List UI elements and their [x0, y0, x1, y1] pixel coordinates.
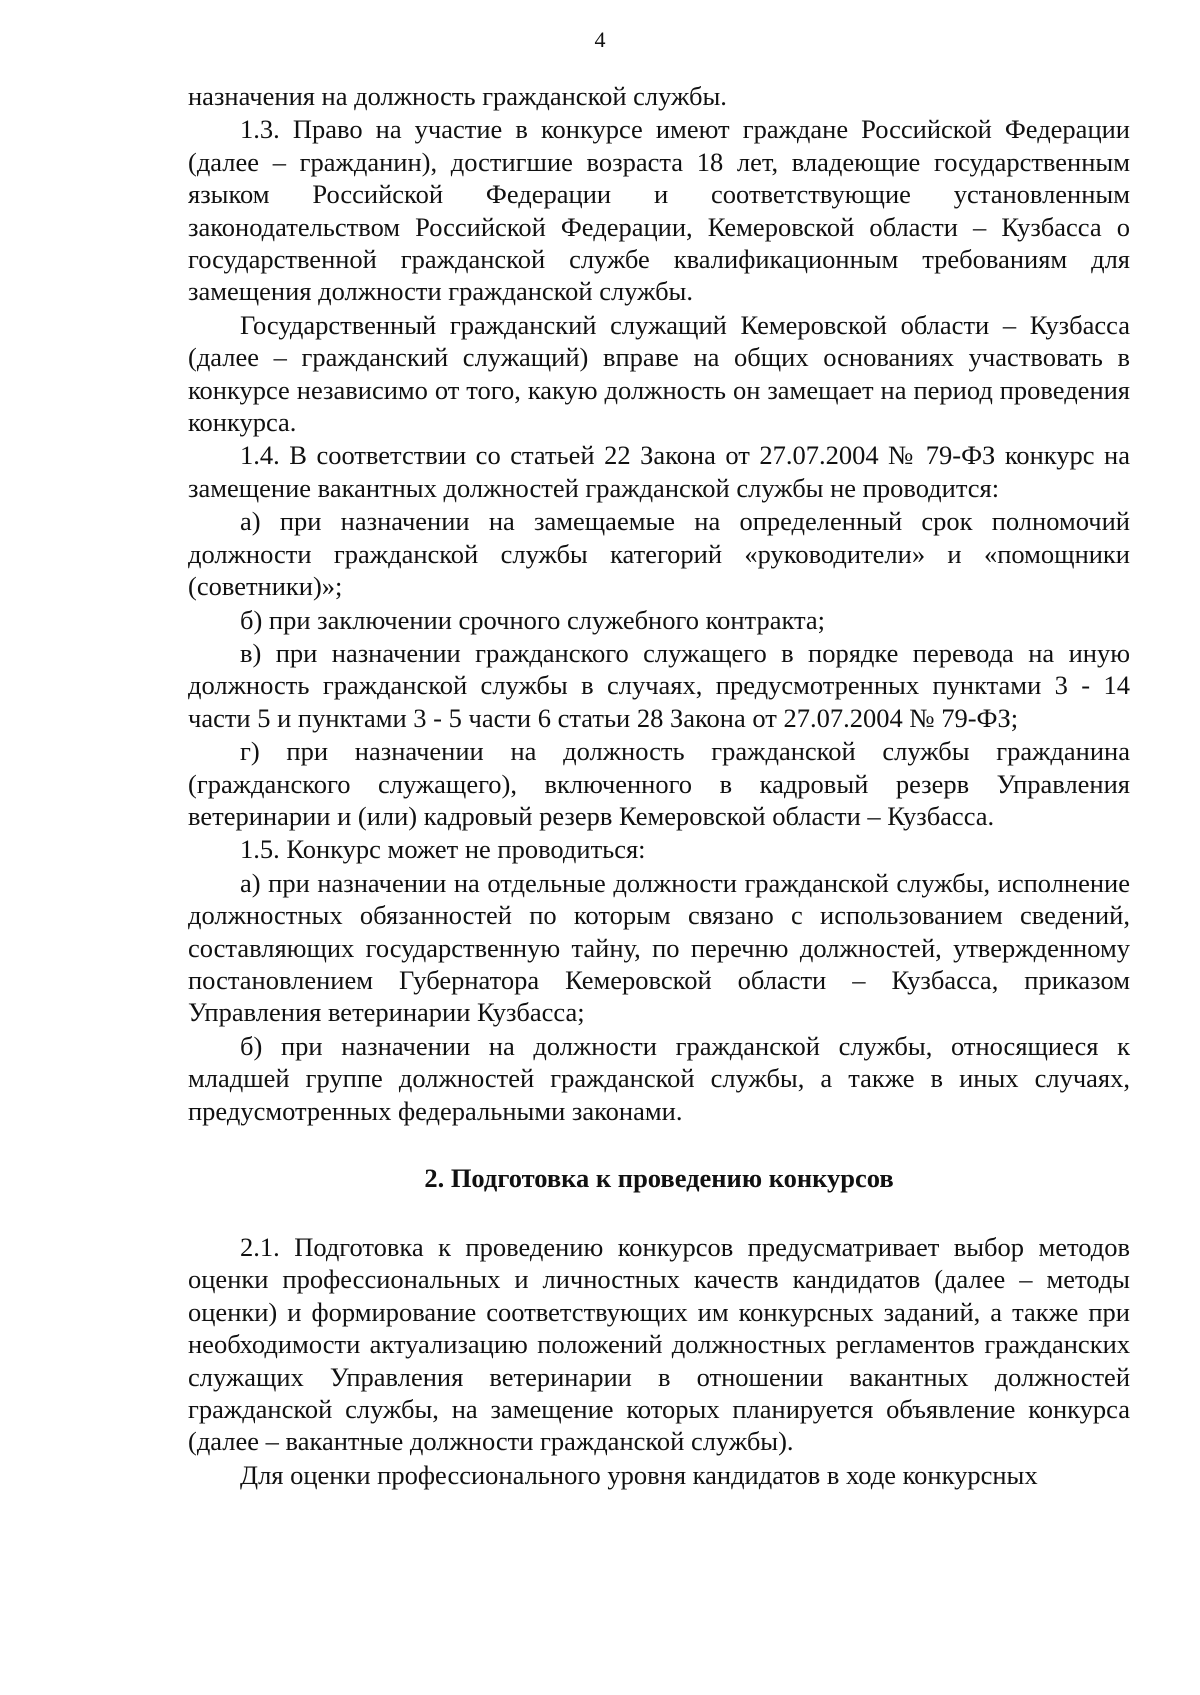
paragraph-1-3: 1.3. Право на участие в конкурсе имеют граждане Российской Федерации (далее – гражданин), достигшие возраста 18 лет, владеющие государственным языком Российской Федерации и соответствующие установленным законодательством Российской Федерации, Кемеровской области – Кузбасса о государственной гражданской службе квалификационным требованиям для замещения должности гражданской службы.	[188, 114, 1130, 307]
page-number: 4	[594, 27, 606, 52]
paragraph-1-5: 1.5. Конкурс может не проводиться:	[240, 834, 646, 865]
paragraph-1-4-a: а) при назначении на замещаемые на определенный срок полномочий должности гражданской службы категорий «руководители» и «помощники (советники)»;	[188, 506, 1130, 602]
paragraph-civil-servant: Государственный гражданский служащий Кемеровской области – Кузбасса (далее – гражданский служащий) вправе на общих основаниях участвовать в конкурсе независимо от того, какую должность он замещает на период проведения конкурса.	[188, 309, 1130, 438]
paragraph-1-4-v: в) при назначении гражданского служащего в порядке перевода на иную должность гражданской службы в случаях, предусмотренных пунктами 3 - 14 части 5 и пунктами 3 - 5 части 6 статьи 28 Закона от 27.07.2004 № 79-ФЗ;	[188, 637, 1130, 733]
paragraph-continuation: назначения на должность гражданской службы.	[188, 81, 727, 111]
paragraph-evaluation: Для оценки профессионального уровня кандидатов в ходе конкурсных	[240, 1459, 1038, 1490]
section-heading: 2. Подготовка к проведению конкурсов	[424, 1163, 894, 1193]
paragraph-1-4-g: г) при назначении на должность гражданской службы гражданина (гражданского служащего), включенного в кадровый резерв Управления ветеринарии и (или) кадровый резерв Кемеровской области – Кузбасса.	[188, 736, 1130, 831]
paragraph-1-5-b: б) при назначении на должности гражданской службы, относящиеся к младшей группе должностей гражданской службы, а также в иных случаях, предусмотренных федеральными законами.	[188, 1030, 1130, 1126]
paragraph-1-4: 1.4. В соответствии со статьей 22 Закона от 27.07.2004 № 79-ФЗ конкурс на замещение вакантных должностей гражданской службы не проводится:	[188, 440, 1130, 503]
paragraph-1-4-b: б) при заключении срочного служебного контракта;	[240, 604, 826, 635]
paragraph-2-1: 2.1. Подготовка к проведению конкурсов предусматривает выбор методов оценки профессиональных и личностных качеств кандидатов (далее – методы оценки) и формирование соответствующих им конкурсных заданий, а также при необходимости актуализацию положений должностных регламентов гражданских служащих Управления ветеринарии в отношении вакантных должностей гражданской службы, на замещение которых планируется объявление конкурса (далее – вакантные должности гражданской службы).	[188, 1232, 1130, 1457]
paragraph-1-5-a: а) при назначении на отдельные должности гражданской службы, исполнение должностных обязанностей по которым связано с использованием сведений, составляющих государственную тайну, по перечню должностей, утвержденному постановлением Губернатора Кемеровской области – Кузбасса, приказом Управления ветеринарии Кузбасса;	[188, 867, 1130, 1028]
document-body	[188, 80, 1130, 1491]
